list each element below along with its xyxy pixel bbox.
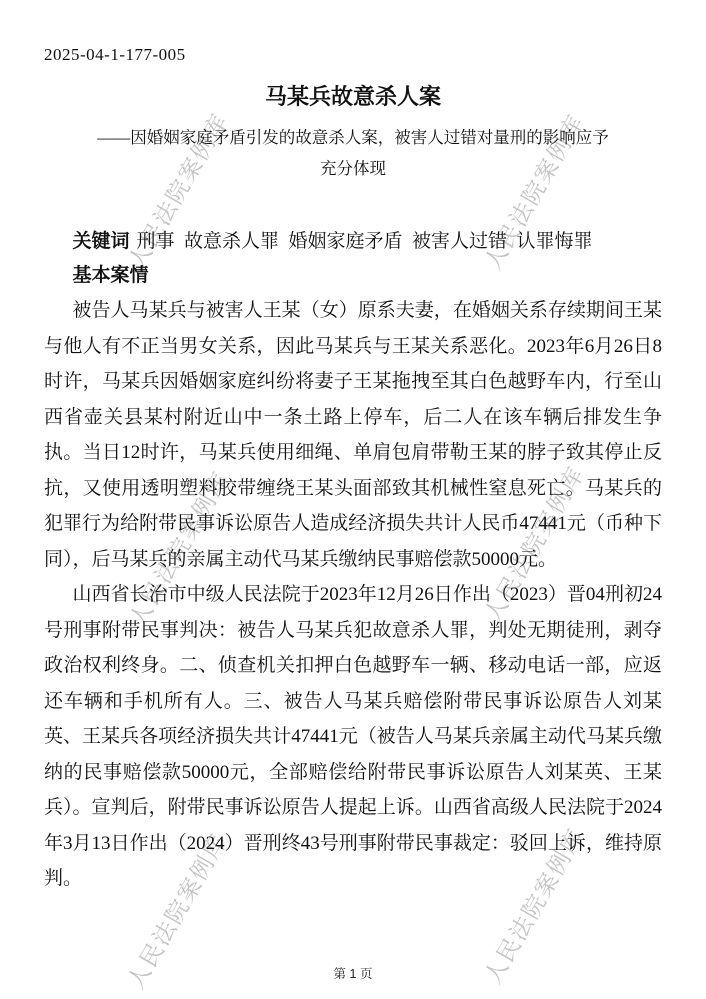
case-number: 2025-04-1-177-005: [44, 45, 186, 64]
watermark-text: 人民法院案例库: [124, 108, 234, 274]
watermark-text: 人民法院案例库: [123, 828, 233, 994]
subtitle-line-1: ——因婚姻家庭矛盾引发的故意杀人案，被害人过错对量刑的影响应予: [97, 128, 609, 147]
facts-paragraph-2: 山西省长治市中级人民法院于2023年12月26日作出（2023）晋04刑初24号刑事附带民事判决：被告人马某兵犯故意杀人罪，判处无期徒刑，剥夺政治权利终身。二、侦查机关扣押白色越野车一辆、移动电话一部，应返还车辆和手机所有人。三、被告人马某兵赔偿附带民事诉讼原告人刘某英、王某兵各项经济损失共计47441元（被告人马某兵亲属主动代马某兵缴纳的民事赔偿款50000元，全部赔偿给附带民事诉讼原告人刘某英、王某兵）。宣判后，附带民事诉讼原告人提起上诉。山西省高级人民法院于2024年3月13日作出（2024）晋刑终43号刑事附带民事裁定：驳回上诉，维持原判。: [44, 584, 662, 889]
case-title: 马某兵故意杀人案: [264, 84, 441, 109]
case-subtitle: [44, 122, 662, 184]
watermark-text: 人民法院案例库: [480, 461, 590, 627]
watermark-text: 人民法院案例库: [480, 823, 590, 989]
section-heading-basic-facts: 基本案情: [72, 265, 149, 286]
keywords-label: 关键词: [72, 231, 130, 252]
watermark-text: 人民法院案例库: [125, 466, 235, 632]
keywords-row: [44, 225, 662, 259]
facts-paragraph-1: 被告人马某兵与被害人王某（女）原系夫妻，在婚姻关系存续期间王某与他人有不正当男女关系，因此马某兵与王某关系恶化。2023年6月26日8时许，马某兵因婚姻家庭纠纷将妻子王某拖拽至其白色越野车内，行至山西省壶关县某村附近山中一条土路上停车，后二人在该车辆后排发生争执。当日12时许，马某兵使用细绳、单肩包肩带勒王某的脖子致其停止反抗，又使用透明塑料胶带缠绕王某头面部致其机械性窒息死亡。马某兵的犯罪行为给附带民事诉讼原告人造成经济损失共计人民币47441元（币种下同），后马某兵的亲属主动代马某兵缴纳民事赔偿款50000元。: [44, 300, 662, 570]
subtitle-line-2: 充分体现: [320, 159, 386, 178]
keywords-list: 刑事 故意杀人罪 婚姻家庭矛盾 被害人过错 认罪悔罪: [136, 231, 593, 252]
page-number: 第 1 页: [333, 967, 373, 981]
watermark-text: 人民法院案例库: [480, 109, 590, 275]
